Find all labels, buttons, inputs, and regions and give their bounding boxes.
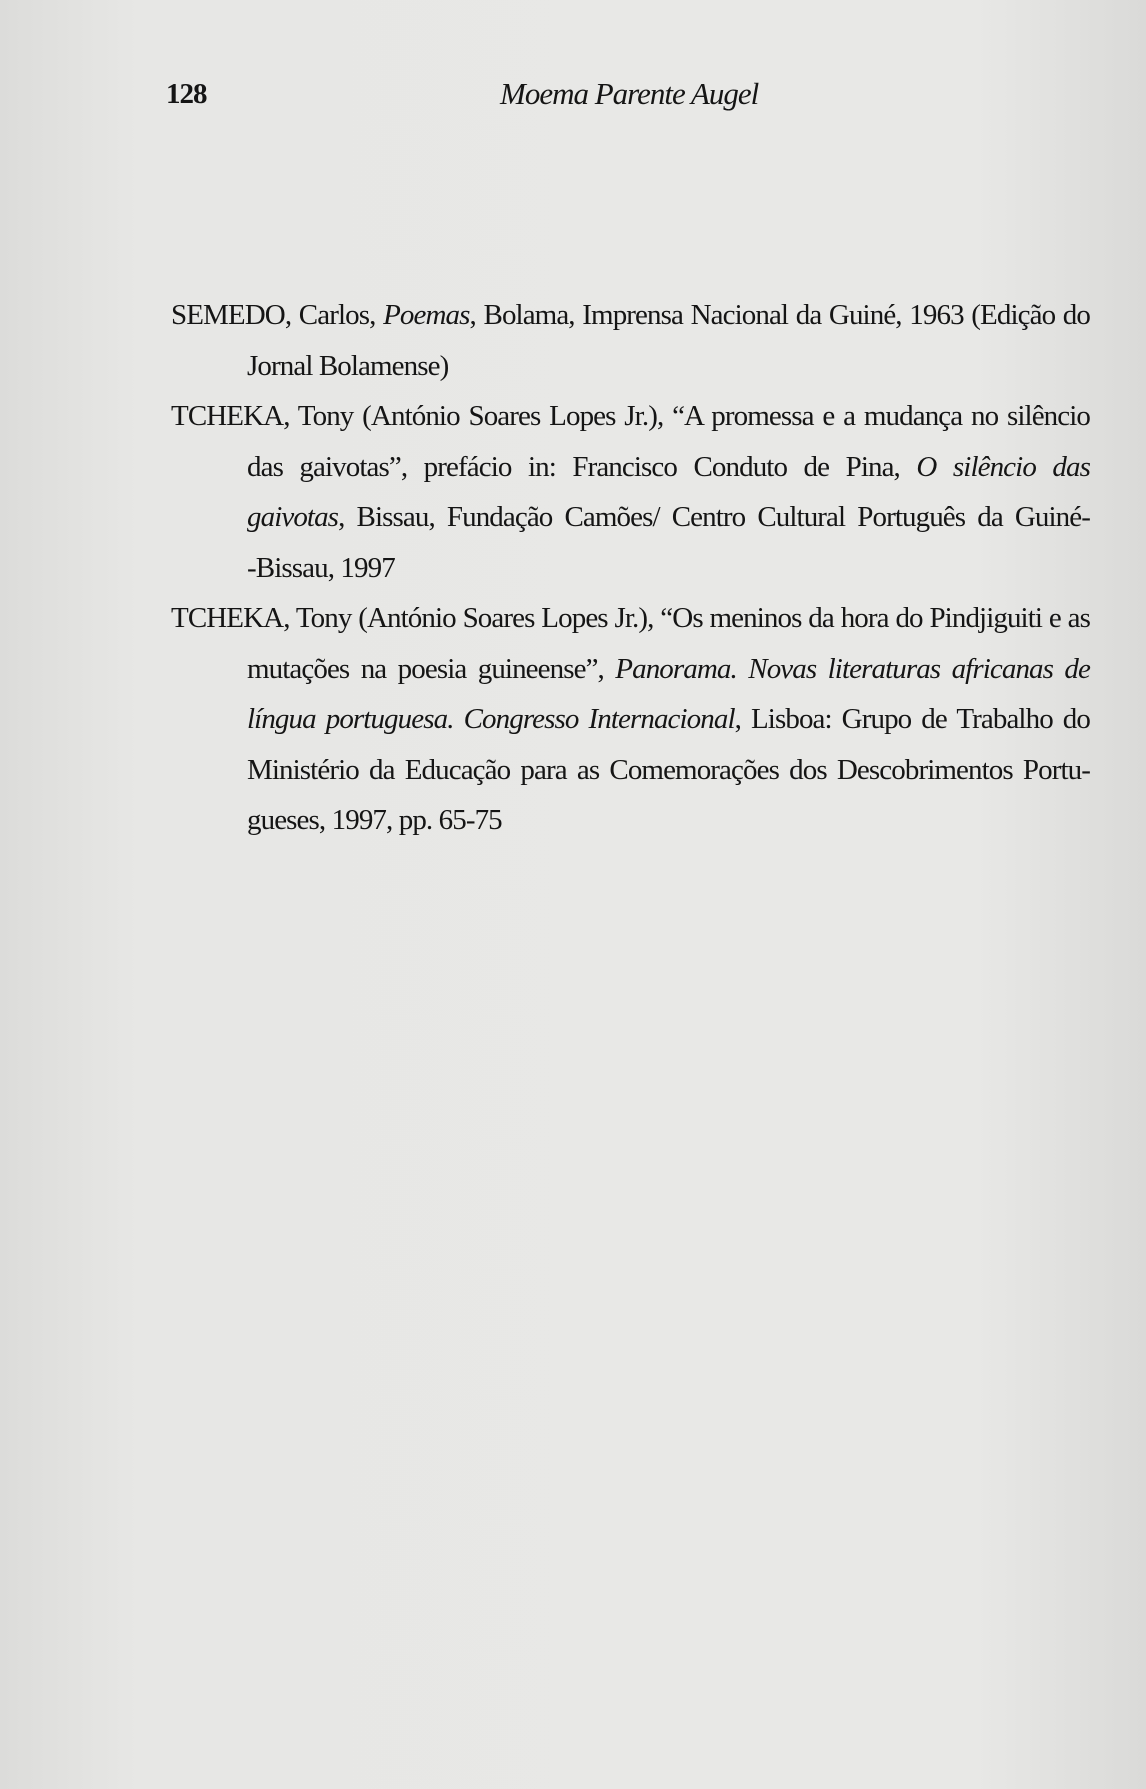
entry-line xyxy=(171,290,1090,341)
entry-line xyxy=(247,795,1090,846)
entry-line xyxy=(247,442,1090,493)
entry-line xyxy=(247,694,1090,745)
entry-title: Poemas xyxy=(383,299,470,331)
entry-line xyxy=(247,745,1090,796)
bibliography-entry xyxy=(171,290,1090,391)
entry-text: -Bissau, 1997 xyxy=(247,551,395,584)
entry-text: , Bissau, Fundação Camões/ Centro Cultural Português da Guiné- xyxy=(338,501,1090,533)
entry-text: SEMEDO, Carlos, xyxy=(171,299,384,331)
entry-text: , Lisboa: Grupo de Trabalho do xyxy=(734,703,1090,735)
entry-text: TCHEKA, Tony (António Soares Lopes Jr.), “A promessa e a mudança no silêncio xyxy=(171,400,1090,432)
entry-text: das gaivotas”, prefácio in: Francisco Conduto de Pina, xyxy=(247,450,917,483)
entry-line xyxy=(247,644,1090,695)
entry-text: , Bolama, Imprensa Nacional da Guiné, 1963 (Edição do xyxy=(469,299,1090,331)
entry-text: gueses, 1997, pp. 65-75 xyxy=(247,804,502,836)
bibliography-entry xyxy=(171,593,1090,846)
entry-title: língua portuguesa. Congresso Internacional xyxy=(247,703,735,735)
bibliography-entry xyxy=(171,391,1090,593)
entry-line xyxy=(247,543,1090,594)
entry-text: Jornal Bolamense) xyxy=(247,349,449,382)
entry-line xyxy=(247,341,1090,392)
entry-text: Ministério da Educação para as Comemorações dos Descobrimentos Portu- xyxy=(247,753,1090,786)
running-head: Moema Parente Augel xyxy=(500,76,759,111)
entry-title: Panorama. Novas literaturas africanas de xyxy=(615,652,1090,685)
page-number: 128 xyxy=(166,78,207,110)
entry-text: mutações na poesia guineense”, xyxy=(247,652,616,685)
entry-line xyxy=(171,391,1090,442)
entry-title: gaivotas xyxy=(247,501,339,533)
bibliography-list xyxy=(171,290,1090,846)
entry-line xyxy=(171,593,1090,644)
entry-text: TCHEKA, Tony (António Soares Lopes Jr.), “Os meninos da hora do Pindjiguiti e as xyxy=(171,602,1090,634)
entry-line xyxy=(247,492,1090,543)
entry-title: O silêncio das xyxy=(916,450,1090,483)
